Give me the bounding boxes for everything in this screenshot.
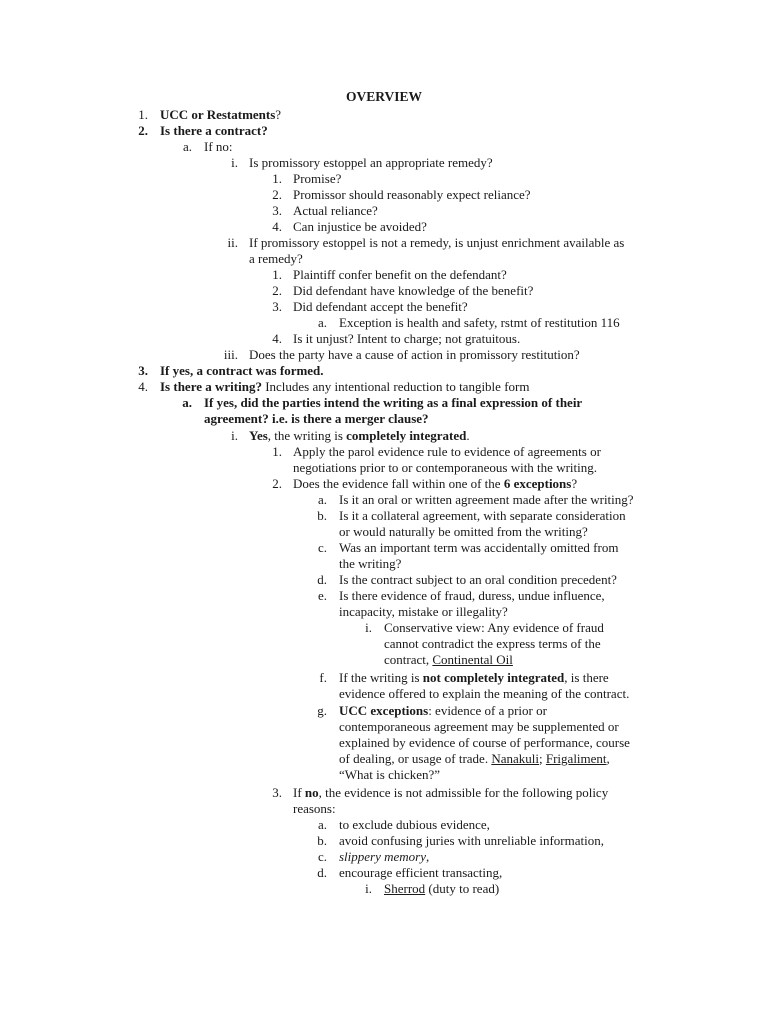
- item-text: [339, 817, 490, 833]
- item-text: [339, 703, 547, 719]
- text-run: explained by evidence of course of performance, course: [339, 735, 630, 750]
- case-citation: Nanakuli: [491, 751, 539, 766]
- text-run: no: [304, 785, 319, 800]
- item-marker: c.: [317, 540, 327, 555]
- item-marker: 2.: [138, 123, 148, 138]
- item-text: [293, 460, 597, 476]
- text-run: contract,: [384, 652, 433, 667]
- item-text: [339, 315, 620, 331]
- text-run: , is there: [564, 670, 609, 685]
- text-run: Can injustice be avoided?: [293, 219, 427, 234]
- item-text: [293, 267, 507, 283]
- item-text: [293, 785, 608, 801]
- item-marker: 2.: [272, 283, 282, 298]
- text-run: Is promissory estoppel an appropriate remedy?: [249, 155, 493, 170]
- text-run: Is there a contract?: [160, 123, 268, 138]
- text-run: : evidence of a prior or: [428, 703, 547, 718]
- item-text: [339, 508, 626, 524]
- text-run: incapacity, mistake or illegality?: [339, 604, 508, 619]
- item-text: [339, 540, 618, 556]
- text-run: contemporaneous agreement may be supplemented or: [339, 719, 619, 734]
- item-marker: iii.: [223, 347, 238, 362]
- item-marker: b.: [317, 833, 327, 848]
- text-run: of dealing, or usage of trade.: [339, 751, 492, 766]
- item-text: [339, 849, 429, 865]
- text-run: Is it an oral or written agreement made after the writing?: [339, 492, 634, 507]
- item-text: [293, 444, 601, 460]
- text-run: Is there a writing?: [160, 379, 262, 394]
- item-marker: a.: [317, 817, 327, 832]
- text-run: If yes, did the parties intend the writing as a final expression of their: [204, 395, 583, 410]
- text-run: Did defendant have knowledge of the benefit?: [293, 283, 534, 298]
- item-marker: g.: [317, 703, 327, 718]
- item-text: [293, 283, 533, 299]
- item-text: [160, 363, 324, 379]
- text-run: Apply the parol evidence rule to evidence of agreements or: [293, 444, 601, 459]
- item-text: [384, 636, 601, 652]
- text-run: agreement? i.e. is there a merger clause?: [204, 411, 429, 426]
- text-run: reasons:: [293, 801, 336, 816]
- case-citation: Sherrod: [384, 881, 426, 896]
- item-text: [339, 572, 617, 588]
- item-text: [339, 719, 619, 735]
- item-text: [339, 556, 401, 572]
- item-text: [249, 347, 580, 363]
- text-run: 6 exceptions: [503, 476, 572, 491]
- item-marker: ii.: [227, 235, 238, 250]
- item-marker: 1.: [272, 444, 282, 459]
- item-text: [293, 203, 378, 219]
- text-run: Is it unjust? Intent to charge; not gratuitous.: [293, 331, 521, 346]
- text-run: If yes, a contract was formed.: [160, 363, 324, 378]
- text-run: If promissory estoppel is not a remedy, is unjust enrichment available as: [249, 235, 625, 250]
- item-text: [339, 604, 508, 620]
- text-run: or would naturally be omitted from the writing?: [339, 524, 588, 539]
- item-text: [293, 171, 341, 187]
- item-text: [204, 139, 233, 155]
- text-run: Is it a collateral agreement, with separate consideration: [339, 508, 626, 523]
- text-run: Plaintiff confer benefit on the defendant?: [293, 267, 507, 282]
- item-text: [249, 235, 624, 251]
- item-text: [339, 751, 610, 767]
- item-marker: i.: [231, 428, 238, 443]
- text-run: Includes any intentional reduction to tangible form: [261, 379, 530, 394]
- item-text: [293, 299, 468, 315]
- text-run: not completely integrated: [422, 670, 565, 685]
- item-text: [293, 187, 531, 203]
- text-run: Conservative view: Any evidence of fraud: [384, 620, 604, 635]
- item-text: [339, 588, 605, 604]
- item-text: [249, 155, 493, 171]
- text-run: Promissor should reasonably expect reliance?: [293, 187, 531, 202]
- item-text: [339, 767, 440, 783]
- text-run: completely integrated: [346, 428, 467, 443]
- item-text: [249, 428, 470, 444]
- item-marker: c.: [317, 849, 327, 864]
- item-text: [339, 524, 588, 540]
- text-run: Does the evidence fall within one of the: [293, 476, 504, 491]
- item-text: [339, 735, 630, 751]
- text-run: Actual reliance?: [293, 203, 378, 218]
- text-run: the writing?: [339, 556, 402, 571]
- item-marker: d.: [317, 572, 327, 587]
- item-marker: i.: [365, 881, 372, 896]
- text-run: avoid confusing juries with unreliable information,: [339, 833, 604, 848]
- text-run: Yes: [249, 428, 268, 443]
- item-text: [293, 801, 336, 817]
- text-run: Is the contract subject to an oral condition precedent?: [339, 572, 617, 587]
- text-run: ;: [539, 751, 546, 766]
- item-text: [160, 107, 281, 123]
- text-run: Exception is health and safety, rstmt of restitution 116: [339, 315, 620, 330]
- text-run: ,: [606, 751, 610, 766]
- text-run: , the evidence is not admissible for the following policy: [318, 785, 609, 800]
- item-text: [160, 123, 268, 139]
- text-run: UCC exceptions: [339, 703, 429, 718]
- item-text: [339, 670, 609, 686]
- item-marker: 3.: [272, 299, 282, 314]
- item-text: [339, 833, 604, 849]
- item-text: [204, 411, 429, 427]
- item-text: [160, 379, 529, 395]
- item-text: [384, 620, 604, 636]
- text-run: to exclude dubious evidence,: [339, 817, 490, 832]
- text-run: slippery memory: [339, 849, 427, 864]
- item-text: [339, 865, 502, 881]
- item-marker: 1.: [272, 267, 282, 282]
- text-run: negotiations prior to or contemporaneous with the writing.: [293, 460, 597, 475]
- text-run: (duty to read): [425, 881, 500, 896]
- item-text: [384, 652, 513, 668]
- item-marker: i.: [231, 155, 238, 170]
- case-citation: Continental Oil: [432, 652, 513, 667]
- text-run: cannot contradict the express terms of the: [384, 636, 601, 651]
- item-marker: a.: [317, 492, 327, 507]
- page-title: OVERVIEW: [345, 89, 423, 104]
- text-run: Does the party have a cause of action in promissory restitution?: [249, 347, 580, 362]
- text-run: If: [293, 785, 305, 800]
- item-marker: 2.: [272, 187, 282, 202]
- text-run: If no:: [204, 139, 233, 154]
- item-marker: f.: [319, 670, 327, 685]
- item-marker: 2.: [272, 476, 282, 491]
- item-marker: e.: [317, 588, 327, 603]
- item-text: [249, 251, 303, 267]
- text-run: .: [466, 428, 470, 443]
- text-run: , the writing is: [267, 428, 347, 443]
- text-run: Did defendant accept the benefit?: [293, 299, 468, 314]
- item-marker: 3.: [272, 203, 282, 218]
- text-run: UCC or Restatments: [160, 107, 276, 122]
- text-run: Was an important term was accidentally omitted from: [339, 540, 619, 555]
- text-run: Promise?: [293, 171, 342, 186]
- text-run: ,: [426, 849, 430, 864]
- item-marker: d.: [317, 865, 327, 880]
- text-run: If the writing is: [339, 670, 423, 685]
- text-run: a remedy?: [249, 251, 303, 266]
- item-text: [339, 492, 634, 508]
- text-run: Is there evidence of fraud, duress, undue influence,: [339, 588, 605, 603]
- item-marker: i.: [365, 620, 372, 635]
- item-marker: 3.: [138, 363, 148, 378]
- item-marker: a.: [182, 139, 192, 154]
- item-marker: a.: [182, 395, 192, 410]
- text-run: evidence offered to explain the meaning of the contract.: [339, 686, 630, 701]
- item-text: [204, 395, 582, 411]
- item-marker: a.: [317, 315, 327, 330]
- case-citation: Frigaliment: [545, 751, 607, 766]
- item-marker: 4.: [138, 379, 148, 394]
- item-marker: 4.: [272, 219, 282, 234]
- item-marker: 4.: [272, 331, 282, 346]
- item-marker: 3.: [272, 785, 282, 800]
- item-marker: b.: [317, 508, 327, 523]
- item-marker: 1.: [272, 171, 282, 186]
- text-run: encourage efficient transacting,: [339, 865, 503, 880]
- item-text: [293, 219, 427, 235]
- item-text: [293, 476, 577, 492]
- item-marker: 1.: [138, 107, 148, 122]
- text-run: ?: [275, 107, 282, 122]
- item-text: [384, 881, 499, 897]
- item-text: [293, 331, 520, 347]
- text-run: “What is chicken?”: [339, 767, 441, 782]
- text-run: ?: [571, 476, 578, 491]
- item-text: [339, 686, 629, 702]
